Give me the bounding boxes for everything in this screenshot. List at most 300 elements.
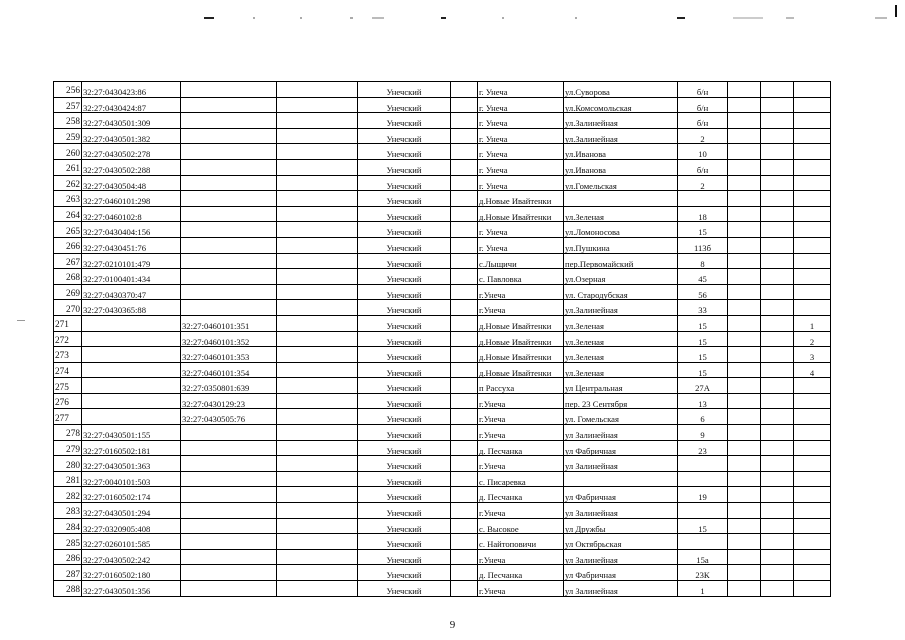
empty-cell <box>451 128 478 144</box>
street: ул.Залинейная <box>564 113 678 129</box>
cadastral-number <box>82 315 181 331</box>
empty-cell <box>451 409 478 425</box>
extra-col-2 <box>761 409 794 425</box>
row-number: 284 <box>54 518 82 534</box>
empty-cell <box>451 82 478 98</box>
empty-cell <box>277 113 358 129</box>
cadastral-number: 32:27:0260101:585 <box>82 534 181 550</box>
cadastral-number-alt: 32:27:0460101:354 <box>181 362 277 378</box>
street: ул.Ломоносова <box>564 222 678 238</box>
street: ул. Гомельская <box>564 409 678 425</box>
row-number: 258 <box>54 113 82 129</box>
table-row <box>54 565 831 581</box>
extra-col-2 <box>761 237 794 253</box>
cadastral-number-alt <box>181 269 277 285</box>
empty-cell <box>451 253 478 269</box>
extra-col-2 <box>761 82 794 98</box>
cadastral-number-alt: 32:27:0430505:76 <box>181 409 277 425</box>
unit-number <box>794 222 831 238</box>
table-row <box>54 518 831 534</box>
extra-col-2 <box>761 269 794 285</box>
empty-cell <box>451 534 478 550</box>
unit-number <box>794 565 831 581</box>
cadastral-number-alt <box>181 97 277 113</box>
district: Унечский <box>358 175 451 191</box>
locality: г. Унеча <box>478 97 564 113</box>
unit-number <box>794 269 831 285</box>
house-number <box>678 456 728 472</box>
row-number: 285 <box>54 534 82 550</box>
table-row <box>54 113 831 129</box>
cadastral-number: 32:27:0460102:8 <box>82 206 181 222</box>
house-number: б/н <box>678 82 728 98</box>
district: Унечский <box>358 269 451 285</box>
house-number: 19 <box>678 487 728 503</box>
extra-col-1 <box>728 253 761 269</box>
unit-number <box>794 503 831 519</box>
empty-cell <box>451 347 478 363</box>
empty-cell <box>277 222 358 238</box>
cadastral-number: 32:27:0430502:278 <box>82 144 181 160</box>
table-row <box>54 378 831 394</box>
table-row <box>54 191 831 207</box>
empty-cell <box>277 378 358 394</box>
unit-number: 4 <box>794 362 831 378</box>
row-number: 259 <box>54 128 82 144</box>
row-number: 275 <box>54 378 82 394</box>
empty-cell <box>451 175 478 191</box>
house-number: 113б <box>678 237 728 253</box>
cadastral-number-alt <box>181 425 277 441</box>
unit-number <box>794 549 831 565</box>
cadastral-number-alt <box>181 113 277 129</box>
row-number: 263 <box>54 191 82 207</box>
row-number: 273 <box>54 347 82 363</box>
extra-col-2 <box>761 503 794 519</box>
empty-cell <box>451 393 478 409</box>
cadastral-number: 32:27:0210101:479 <box>82 253 181 269</box>
cadastral-number: 32:27:0160502:181 <box>82 440 181 456</box>
street: ул.Комсомольская <box>564 97 678 113</box>
extra-col-1 <box>728 549 761 565</box>
extra-col-2 <box>761 331 794 347</box>
table-row <box>54 237 831 253</box>
unit-number <box>794 440 831 456</box>
extra-col-1 <box>728 362 761 378</box>
unit-number <box>794 300 831 316</box>
house-number: 6 <box>678 409 728 425</box>
cadastral-number-alt <box>181 487 277 503</box>
extra-col-1 <box>728 191 761 207</box>
row-number: 261 <box>54 159 82 175</box>
extra-col-2 <box>761 253 794 269</box>
house-number: 15 <box>678 518 728 534</box>
table-row <box>54 82 831 98</box>
scan-artifacts <box>0 0 905 40</box>
locality: г.Унеча <box>478 284 564 300</box>
table-row <box>54 269 831 285</box>
empty-cell <box>451 113 478 129</box>
cadastral-number-alt <box>181 159 277 175</box>
extra-col-1 <box>728 440 761 456</box>
table-row <box>54 222 831 238</box>
cadastral-number: 32:27:0430502:288 <box>82 159 181 175</box>
extra-col-1 <box>728 331 761 347</box>
extra-col-1 <box>728 409 761 425</box>
extra-col-2 <box>761 362 794 378</box>
row-number: 267 <box>54 253 82 269</box>
unit-number <box>794 456 831 472</box>
unit-number <box>794 82 831 98</box>
locality: г.Унеча <box>478 581 564 597</box>
cadastral-number: 32:27:0160502:180 <box>82 565 181 581</box>
row-number: 268 <box>54 269 82 285</box>
street: ул Залинейная <box>564 549 678 565</box>
house-number: 15 <box>678 315 728 331</box>
street: ул.Зеленая <box>564 315 678 331</box>
unit-number <box>794 237 831 253</box>
locality: г. Унеча <box>478 128 564 144</box>
street: ул.Залинейная <box>564 300 678 316</box>
empty-cell <box>451 97 478 113</box>
empty-cell <box>277 315 358 331</box>
unit-number <box>794 471 831 487</box>
extra-col-1 <box>728 471 761 487</box>
row-number: 277 <box>54 409 82 425</box>
house-number: 23К <box>678 565 728 581</box>
cadastral-number: 32:27:0160502:174 <box>82 487 181 503</box>
empty-cell <box>277 144 358 160</box>
empty-cell <box>451 487 478 503</box>
locality: д.Новые Ивайтенки <box>478 191 564 207</box>
house-number: 10 <box>678 144 728 160</box>
unit-number <box>794 425 831 441</box>
street: ул.Зеленая <box>564 347 678 363</box>
empty-cell <box>451 549 478 565</box>
extra-col-2 <box>761 393 794 409</box>
district: Унечский <box>358 144 451 160</box>
street: ул Дружбы <box>564 518 678 534</box>
locality: д.Новые Ивайтенки <box>478 206 564 222</box>
locality: д. Песчанка <box>478 440 564 456</box>
locality: с.Лыщичи <box>478 253 564 269</box>
unit-number <box>794 487 831 503</box>
extra-col-2 <box>761 175 794 191</box>
cadastral-number: 32:27:0430404:156 <box>82 222 181 238</box>
empty-cell <box>451 206 478 222</box>
cadastral-number-alt <box>181 284 277 300</box>
cadastral-number-alt <box>181 581 277 597</box>
empty-cell <box>451 456 478 472</box>
extra-col-2 <box>761 425 794 441</box>
extra-col-2 <box>761 191 794 207</box>
empty-cell <box>277 565 358 581</box>
cadastral-number: 32:27:0320905:408 <box>82 518 181 534</box>
street: ул.Зеленая <box>564 362 678 378</box>
locality: с. Павловка <box>478 269 564 285</box>
empty-cell <box>277 82 358 98</box>
extra-col-1 <box>728 347 761 363</box>
cadastral-number-alt <box>181 440 277 456</box>
extra-col-2 <box>761 487 794 503</box>
extra-col-1 <box>728 565 761 581</box>
district: Унечский <box>358 581 451 597</box>
extra-col-2 <box>761 97 794 113</box>
empty-cell <box>451 581 478 597</box>
street: ул.Иванова <box>564 159 678 175</box>
locality: г.Унеча <box>478 425 564 441</box>
extra-col-1 <box>728 222 761 238</box>
empty-cell <box>277 128 358 144</box>
cadastral-number <box>82 409 181 425</box>
locality: г.Унеча <box>478 503 564 519</box>
cadastral-number-alt: 32:27:0430129:23 <box>181 393 277 409</box>
cadastral-number: 32:27:0040101:503 <box>82 471 181 487</box>
district: Унечский <box>358 191 451 207</box>
table-row <box>54 393 831 409</box>
street: ул.Озерная <box>564 269 678 285</box>
empty-cell <box>277 425 358 441</box>
locality: г.Унеча <box>478 300 564 316</box>
extra-col-1 <box>728 300 761 316</box>
extra-col-2 <box>761 222 794 238</box>
empty-cell <box>451 518 478 534</box>
district: Унечский <box>358 440 451 456</box>
district: Унечский <box>358 97 451 113</box>
table-row <box>54 159 831 175</box>
street: ул. Стародубская <box>564 284 678 300</box>
unit-number: 1 <box>794 315 831 331</box>
locality: г. Унеча <box>478 144 564 160</box>
house-number: 56 <box>678 284 728 300</box>
cadastral-number: 32:27:0430423:86 <box>82 82 181 98</box>
row-number: 269 <box>54 284 82 300</box>
table-row <box>54 487 831 503</box>
district: Унечский <box>358 300 451 316</box>
empty-cell <box>451 503 478 519</box>
extra-col-2 <box>761 128 794 144</box>
extra-col-2 <box>761 440 794 456</box>
row-number: 287 <box>54 565 82 581</box>
empty-cell <box>277 487 358 503</box>
unit-number <box>794 253 831 269</box>
house-number: 1 <box>678 581 728 597</box>
row-number: 288 <box>54 581 82 597</box>
empty-cell <box>277 237 358 253</box>
street: ул Залинейная <box>564 581 678 597</box>
cadastral-number-alt <box>181 549 277 565</box>
district: Унечский <box>358 518 451 534</box>
district: Унечский <box>358 456 451 472</box>
extra-col-1 <box>728 503 761 519</box>
row-number: 281 <box>54 471 82 487</box>
house-number: 13 <box>678 393 728 409</box>
street: ул Залинейная <box>564 503 678 519</box>
table-body <box>54 82 831 597</box>
house-number: 23 <box>678 440 728 456</box>
locality: д. Песчанка <box>478 487 564 503</box>
table-row <box>54 471 831 487</box>
extra-col-1 <box>728 237 761 253</box>
locality: г.Унеча <box>478 393 564 409</box>
house-number: 15а <box>678 549 728 565</box>
empty-cell <box>451 222 478 238</box>
empty-cell <box>277 503 358 519</box>
extra-col-2 <box>761 300 794 316</box>
unit-number <box>794 97 831 113</box>
empty-cell <box>451 565 478 581</box>
locality: с. Писаревка <box>478 471 564 487</box>
unit-number <box>794 144 831 160</box>
cadastral-number-alt <box>181 144 277 160</box>
unit-number: 2 <box>794 331 831 347</box>
cadastral-number-alt <box>181 175 277 191</box>
extra-col-1 <box>728 487 761 503</box>
unit-number <box>794 518 831 534</box>
empty-cell <box>277 206 358 222</box>
street: ул.Суворова <box>564 82 678 98</box>
cadastral-number-alt <box>181 253 277 269</box>
extra-col-1 <box>728 159 761 175</box>
empty-cell <box>451 331 478 347</box>
row-number: 262 <box>54 175 82 191</box>
house-number: 8 <box>678 253 728 269</box>
unit-number <box>794 534 831 550</box>
cadastral-number <box>82 378 181 394</box>
locality: г. Унеча <box>478 113 564 129</box>
street: ул Фабричная <box>564 565 678 581</box>
empty-cell <box>277 191 358 207</box>
empty-cell <box>277 456 358 472</box>
extra-col-1 <box>728 581 761 597</box>
district: Унечский <box>358 237 451 253</box>
empty-cell <box>277 159 358 175</box>
house-number: 18 <box>678 206 728 222</box>
row-number: 272 <box>54 331 82 347</box>
empty-cell <box>277 175 358 191</box>
unit-number <box>794 581 831 597</box>
table-row <box>54 315 831 331</box>
house-number: 27А <box>678 378 728 394</box>
house-number: 2 <box>678 175 728 191</box>
unit-number <box>794 393 831 409</box>
extra-col-1 <box>728 534 761 550</box>
cadastral-number-alt <box>181 128 277 144</box>
locality: г.Унеча <box>478 409 564 425</box>
row-number: 270 <box>54 300 82 316</box>
extra-col-2 <box>761 144 794 160</box>
row-number: 256 <box>54 82 82 98</box>
extra-col-1 <box>728 144 761 160</box>
unit-number <box>794 206 831 222</box>
cadastral-number-alt <box>181 503 277 519</box>
cadastral-number: 32:27:0430501:309 <box>82 113 181 129</box>
cadastral-number-alt: 32:27:0460101:353 <box>181 347 277 363</box>
empty-cell <box>451 362 478 378</box>
street: ул.Зеленая <box>564 206 678 222</box>
row-number: 271 <box>54 315 82 331</box>
district: Унечский <box>358 565 451 581</box>
district: Унечский <box>358 378 451 394</box>
table-row <box>54 175 831 191</box>
extra-col-1 <box>728 82 761 98</box>
cadastral-number: 32:27:0430424:87 <box>82 97 181 113</box>
row-number: 264 <box>54 206 82 222</box>
locality: г.Унеча <box>478 456 564 472</box>
table-row <box>54 347 831 363</box>
empty-cell <box>277 440 358 456</box>
unit-number <box>794 175 831 191</box>
locality: г.Унеча <box>478 549 564 565</box>
unit-number <box>794 113 831 129</box>
district: Унечский <box>358 253 451 269</box>
district: Унечский <box>358 159 451 175</box>
extra-col-2 <box>761 159 794 175</box>
district: Унечский <box>358 222 451 238</box>
unit-number <box>794 284 831 300</box>
extra-col-2 <box>761 206 794 222</box>
house-number <box>678 471 728 487</box>
district: Унечский <box>358 409 451 425</box>
empty-cell <box>451 191 478 207</box>
cadastral-number: 32:27:0430501:356 <box>82 581 181 597</box>
street: ул.Зеленая <box>564 331 678 347</box>
district: Унечский <box>358 315 451 331</box>
district: Унечский <box>358 362 451 378</box>
table-row <box>54 503 831 519</box>
empty-cell <box>277 362 358 378</box>
cadastral-number <box>82 393 181 409</box>
cadastral-number-alt <box>181 222 277 238</box>
street: ул.Пушкина <box>564 237 678 253</box>
house-number <box>678 534 728 550</box>
empty-cell <box>277 409 358 425</box>
street: ул Фабричная <box>564 487 678 503</box>
cadastral-number: 32:27:0460101:298 <box>82 191 181 207</box>
locality: п Рассуха <box>478 378 564 394</box>
table-row <box>54 331 831 347</box>
cadastral-number-alt <box>181 456 277 472</box>
street: пер. 23 Сентября <box>564 393 678 409</box>
district: Унечский <box>358 549 451 565</box>
street <box>564 191 678 207</box>
extra-col-1 <box>728 175 761 191</box>
district: Унечский <box>358 82 451 98</box>
cadastral-number-alt <box>181 471 277 487</box>
row-number: 279 <box>54 440 82 456</box>
cadastral-number-alt: 32:27:0350801:639 <box>181 378 277 394</box>
house-number: 9 <box>678 425 728 441</box>
house-number: 15 <box>678 362 728 378</box>
cadastral-number: 32:27:0430501:155 <box>82 425 181 441</box>
cadastral-number-alt <box>181 518 277 534</box>
street: ул.Гомельская <box>564 175 678 191</box>
street: пер.Первомайский <box>564 253 678 269</box>
district: Унечский <box>358 284 451 300</box>
empty-cell <box>277 97 358 113</box>
empty-cell <box>277 269 358 285</box>
extra-col-1 <box>728 425 761 441</box>
locality: д.Новые Ивайтенки <box>478 362 564 378</box>
empty-cell <box>451 315 478 331</box>
cadastral-number: 32:27:0430502:242 <box>82 549 181 565</box>
district: Унечский <box>358 487 451 503</box>
empty-cell <box>277 300 358 316</box>
extra-col-1 <box>728 269 761 285</box>
cadastral-number-alt: 32:27:0460101:351 <box>181 315 277 331</box>
house-number: 33 <box>678 300 728 316</box>
locality: г. Унеча <box>478 237 564 253</box>
